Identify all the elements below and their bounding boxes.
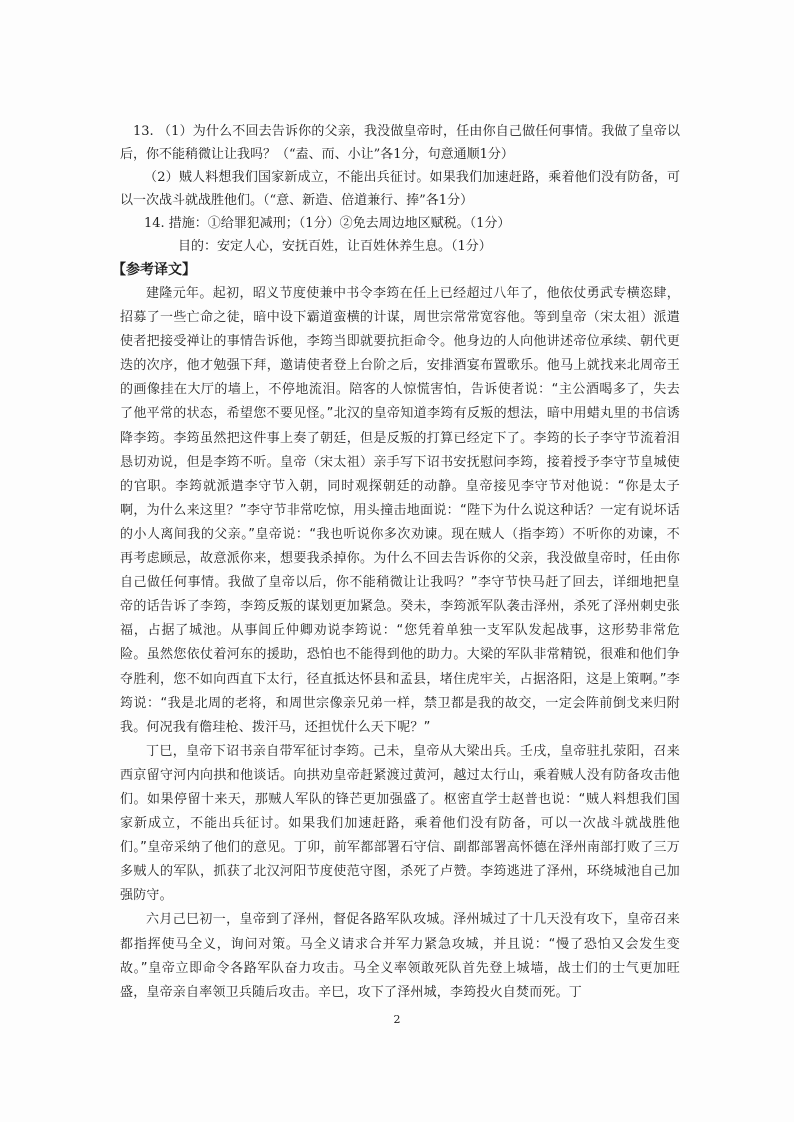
- answer-13-1: 13. （1）为什么不回去告诉你的父亲，我没做皇帝时，任由你自己做任何事情。我做了皇帝以后，你不能稍微让让我吗？（“盍、而、小让”各1分，句意通顺1分）: [120, 124, 680, 162]
- section-heading: 【参考译文】: [112, 262, 196, 278]
- translation-paragraph-3: 六月己巳初一，皇帝到了泽州，督促各路军队攻城。泽州城过了十几天没有攻下，皇帝召来都指挥使马全义，询问对策。马全义请求合并军力紧急攻城，并且说：“慢了恐怕又会发生变故。”皇帝立即命令各路军队奋力攻击。马全义率领敢死队首先登上城墙，战士们的士气更加旺盛，皇帝亲自率领卫兵随后攻击。辛巳，攻下了泽州城，李筠投火自焚而死。丁: [120, 912, 680, 1000]
- page-content: [112, 120, 680, 1005]
- translation-paragraph-1: 建隆元年。起初，昭义节度使兼中书令李筠在任上已经超过八年了，他依仗勇武专横恣肆，招募了一些亡命之徒，暗中设下霸道蛮横的计谋，周世宗常常宽容他。等到皇帝（宋太祖）派遣使者把接受禅让的事情告诉他，李筠当即就要抗拒命令。他身边的人向他讲述帝位承续、朝代更迭的次序，他才勉强下拜，邀请使者登上台阶之后，安排酒宴布置歌乐。他马上就找来北周帝王的画像挂在大厅的墙上，不停地流泪。陪客的人惊慌害怕，告诉使者说：“主公酒喝多了，失去了他平常的状态，希望您不要见怪。”北汉的皇帝知道李筠有反叛的想法，暗中用蜡丸里的书信诱降李筠。李筠虽然把这件事上奏了朝廷，但是反叛的打算已经定下了。李筠的长子李守节流着泪恳切劝说，但是李筠不听。皇帝（宋太祖）亲手写下诏书安抚慰问李筠，接着授予李守节皇城使的官职。李筠就派遣李守节入朝，同时观探朝廷的动静。皇帝接见李守节对他说：“你是太子啊，为什么来这里？”李守节非常吃惊，用头撞击地面说：“陛下为什么说这种话？一定有说坏话的小人离间我的父亲。”皇帝说：“我也听说你多次劝谏。现在贼人（指李筠）不听你的劝谏，不再考虑顾忌，故意派你来，想要我杀掉你。为什么不回去告诉你的父亲，我没做皇帝时，任由你自己做任何事情。我做了皇帝以后，你不能稍微让让我吗？”李守节快马赶了回去，详细地把皇帝的话告诉了李筠，李筠反叛的谋划更加紧急。癸未，李筠派军队袭击泽州，杀死了泽州刺史张福，占据了城池。从事闾丘仲卿劝说李筠说：“您凭着单独一支军队发起战事，这形势非常危险。虽然您依仗着河东的援助，恐怕也不能得到他的助力。大梁的军队非常精锐，很难和他们争夺胜利，您不如向西直下太行，径直抵达怀县和孟县，堵住虎牢关，占据洛阳，这是上策啊。”李筠说：“我是北周的老将，和周世宗像亲兄弟一样，禁卫都是我的故交，一定会阵前倒戈来归附我。何况我有儋珪枪、拨汗马，还担忧什么天下呢？”: [120, 286, 680, 735]
- answer-13-2: （2）贼人料想我们国家新成立，不能出兵征讨。如果我们加速赶路，乘着他们没有防备，可以一次战斗就战胜他们。（“意、新造、倍道兼行、捧”各1分）: [120, 170, 680, 208]
- answer-14-purpose: 目的：安定人心，安抚百姓，让百姓休养生息。（1分）: [178, 239, 492, 254]
- translation-paragraph-2: 丁巳，皇帝下诏书亲自带军征讨李筠。己未，皇帝从大梁出兵。壬戌，皇帝驻扎荥阳，召来西京留守河内向拱和他谈话。向拱劝皇帝赶紧渡过黄河，越过太行山，乘着贼人没有防备攻击他们。如果停留十来天，那贼人军队的锋芒更加强盛了。枢密直学士赵普也说：“贼人料想我们国家新成立，不能出兵征讨。如果我们加速赶路，乘着他们没有防备，可以一次战斗就战胜他们。”皇帝采纳了他们的意见。丁卯，前军都部署石守信、副都部署高怀德在泽州南部打败了三万多贼人的军队，抓获了北汉河阳节度使范守图，杀死了卢赞。李筠逃进了泽州，环绕城池自己加强防守。: [120, 743, 680, 904]
- answer-14-measures: 14. 措施：①给罪犯减刑；（1分）②免去周边地区赋税。（1分）: [144, 216, 511, 231]
- page-number: 2: [393, 1013, 401, 1026]
